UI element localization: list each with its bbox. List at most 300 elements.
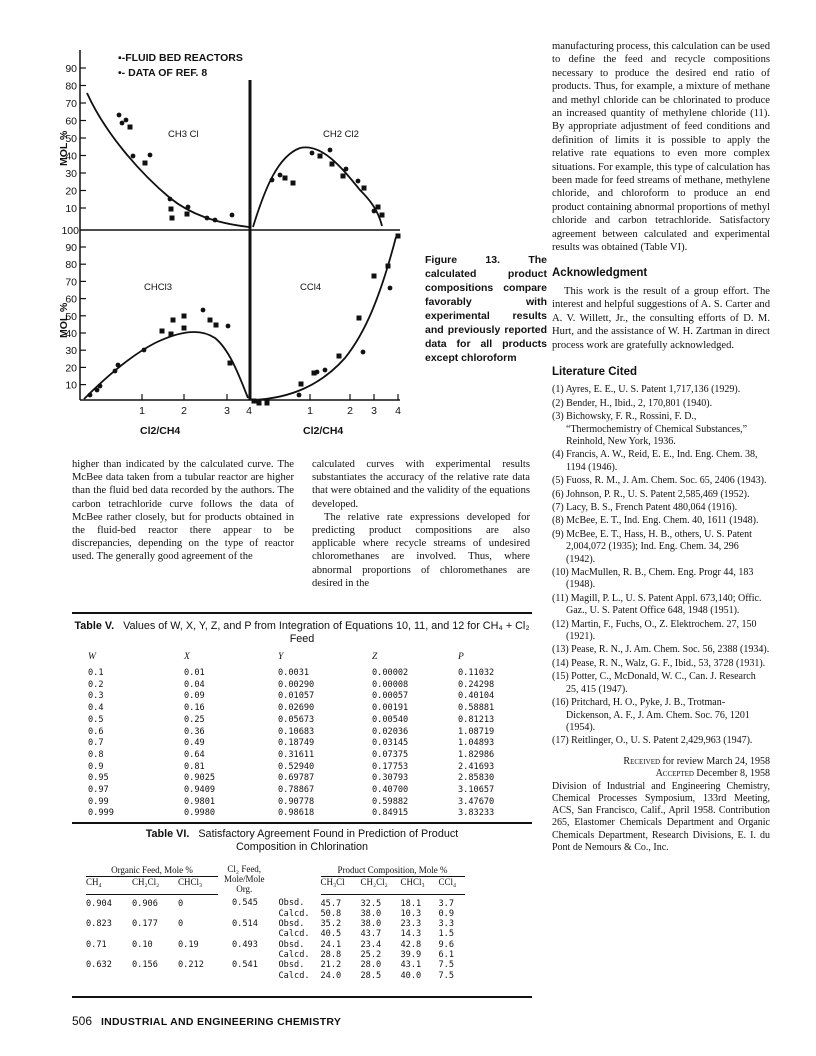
data-point-fluid-bed bbox=[228, 361, 233, 366]
reference-item: (3) Bichowsky, F. R., Rossini, F. D., “Thermochemistry of Chemical Substances,” Reinhold, New York, 1936. bbox=[552, 411, 748, 447]
data-point-ref-8 bbox=[124, 118, 129, 123]
table5-cell: 0.30793 bbox=[372, 773, 409, 784]
table5-cell: 0.4 bbox=[88, 703, 104, 714]
table6-row-kind: Calcd. bbox=[278, 908, 310, 919]
table5-cell: 0.25 bbox=[184, 714, 205, 725]
y-tick-label-bottom: 40 bbox=[65, 328, 77, 340]
x-tick-label: 3 bbox=[224, 405, 230, 417]
table6-spacer bbox=[271, 864, 321, 894]
table-row bbox=[86, 971, 465, 981]
table6-product-cell: 50.8 bbox=[320, 908, 342, 919]
table6-product-cell: 24.0 bbox=[320, 970, 342, 981]
table5-cell: 0.58881 bbox=[458, 703, 495, 714]
table6-product-cell: 28.5 bbox=[360, 970, 382, 981]
reference-list bbox=[552, 384, 770, 747]
x-tick-label: 2 bbox=[181, 405, 187, 417]
table6-product-cell: 24.1 bbox=[320, 939, 342, 950]
table5-cell: 0.78867 bbox=[278, 785, 315, 796]
table5-cell: 0.36 bbox=[184, 726, 205, 737]
table6-product-col-header: CH₂Cl₂ bbox=[361, 876, 401, 894]
reference-item: (12) Martin, F., Fuchs, O., Z. Elektrochem. 27, 150 (1921). bbox=[552, 618, 757, 643]
table6-empty-cell bbox=[178, 950, 218, 960]
table5-cell: 0.00290 bbox=[278, 679, 315, 690]
data-point-fluid-bed bbox=[291, 181, 296, 186]
table6-product-cell: 45.7 bbox=[320, 898, 342, 909]
table5-caption-label: Table V. bbox=[74, 620, 115, 632]
table6-product-cell: 23.3 bbox=[400, 919, 422, 930]
table-row bbox=[86, 894, 465, 909]
table5-caption-text: Values of W, X, Y, Z, and P from Integration of Equations 10, 11, and 12 for CH₄ + Cl₂ Feed bbox=[123, 620, 530, 645]
table5-cell: 0.00002 bbox=[372, 668, 409, 678]
affiliation-note: Division of Industrial and Engineering Chemistry, Chemical Processes Symposium, 133rd Meeting, ACS, San Francisco, Calif., April 1958. Contribution 265, Elastomer Chemicals Department and Organic Chemicals Department, Research Divisions, E. I. du Pont de Nemours & Co., Inc. bbox=[552, 780, 770, 853]
y-axis-label-top: MOL bbox=[60, 142, 70, 166]
table5-cell: 0.40104 bbox=[458, 691, 495, 702]
data-point-fluid-bed bbox=[143, 161, 148, 166]
panel-label-ccl4: CCl4 bbox=[300, 282, 322, 293]
table6-feed-col-header: CHCl₃ bbox=[178, 876, 218, 894]
data-point-fluid-bed bbox=[170, 216, 175, 221]
table5-cell: 0.16 bbox=[184, 703, 205, 714]
y-tick-label-top: 70 bbox=[65, 98, 77, 110]
table6 bbox=[86, 864, 465, 981]
data-point-fluid-bed bbox=[128, 125, 133, 130]
table5-cell: 0.1 bbox=[88, 668, 104, 678]
reference-item: (2) Bender, H., Ibid., 2, 170,801 (1940). bbox=[552, 397, 713, 409]
x-axis-label-right: Cl2/CH4 bbox=[303, 425, 344, 437]
data-point-ref-8 bbox=[310, 151, 315, 156]
table6-product-col-header: CH₃Cl bbox=[321, 876, 361, 894]
table6-feed-cell: 0.10 bbox=[132, 939, 153, 950]
table6-product-cell: 43.1 bbox=[400, 960, 422, 971]
table5-cell: 0.84915 bbox=[372, 808, 409, 819]
table6-cl2-header-line: Mole/Mole bbox=[224, 874, 265, 884]
table5-cell: 0.07375 bbox=[372, 749, 409, 760]
table6-product-cell: 40.0 bbox=[400, 970, 422, 981]
table5-cell: 0.3 bbox=[88, 691, 104, 702]
table5-top-rule bbox=[72, 612, 532, 614]
data-point-ref-8 bbox=[95, 388, 100, 393]
data-point-ref-8 bbox=[168, 197, 173, 202]
table5-cell: 0.99 bbox=[88, 796, 109, 807]
data-point-fluid-bed bbox=[169, 332, 174, 337]
table6-empty-cell bbox=[218, 971, 271, 981]
table6-product-cell: 1.5 bbox=[438, 929, 455, 940]
y-tick-label-bottom: 80 bbox=[65, 259, 77, 272]
y-tick-label-bottom: 10 bbox=[65, 379, 77, 392]
data-point-fluid-bed bbox=[252, 399, 257, 404]
reference-item: (8) McBee, E. T., Ind. Eng. Chem. 40, 1611 (1948). bbox=[552, 515, 759, 527]
panel-label-ch2cl2: CH2 Cl2 bbox=[323, 129, 359, 140]
table6-caption-label: Table VI. bbox=[145, 828, 190, 840]
table6-product-col-header: CCl₄ bbox=[439, 876, 465, 894]
received-label: Received bbox=[623, 755, 661, 767]
data-point-ref-8 bbox=[344, 167, 349, 172]
y-tick-label-top: 90 bbox=[65, 63, 77, 75]
table5-cell: 1.82986 bbox=[458, 749, 495, 760]
y-tick-label-bottom: 30 bbox=[65, 345, 77, 358]
data-point-fluid-bed bbox=[386, 264, 391, 269]
table5-cell: 0.40700 bbox=[372, 785, 409, 796]
table5-cell: 0.05673 bbox=[278, 714, 315, 725]
table6-empty-cell bbox=[86, 971, 132, 981]
reference-item: (14) Pease, R. N., Walz, G. F., Ibid., 53, 3728 (1931). bbox=[552, 657, 766, 669]
y-tick-label-top: 100 bbox=[61, 225, 79, 237]
figure-caption bbox=[425, 253, 547, 365]
table6-row-kind: Calcd. bbox=[278, 970, 310, 981]
body-col2-para-1: calculated curves with experimental results substantiates the accuracy of the relative rate data that were obtained and the validity of the equations developed. bbox=[312, 459, 530, 510]
figure-13 bbox=[60, 38, 420, 448]
table6-caption bbox=[72, 828, 532, 854]
data-point-ref-8 bbox=[131, 154, 136, 159]
data-point-ref-8 bbox=[205, 216, 210, 221]
body-col2-para-2: The relative rate expressions developed for predicting product compositions are also applicable where recycle streams of undesired chloromethanes are involved. Thus, where abnormal proportions of chloromethanes are desired in the bbox=[312, 511, 530, 589]
reference-item: (13) Pease, R. N., J. Am. Chem. Soc. 56, 2388 (1934). bbox=[552, 644, 770, 656]
table5-cell: 0.97 bbox=[88, 785, 109, 796]
data-point-ref-8 bbox=[120, 121, 125, 126]
accepted-date: December 8, 1958 bbox=[696, 768, 770, 780]
right-para-1: manufacturing process, this calculation can be used to define the feed and recycle compositions necessary to produce the desired end ratio of products. Thus, for example, a mixture of methane and methyl chloride can be chlorinated to produce an increased quantity of methylene chloride (11). By appropriate adjustment of feed conditions and definition of limits it is possible to apply the relative rate equations to even more complex situations. For example, this type of calculation has been made for feed streams of methane, methylene chloride, and chloroform to produce an end product containing abnormal proportions of methyl chloride and carbon tetrachloride. Satisfactory agreement between calculated and experimental results was obtained (Table VI). bbox=[552, 41, 771, 254]
table-row bbox=[88, 668, 528, 680]
table5-cell: 0.03145 bbox=[372, 738, 409, 749]
table5-cell: 0.00191 bbox=[372, 703, 409, 714]
table6-product-cell: 43.7 bbox=[360, 929, 382, 940]
table5-cell: 0.18749 bbox=[278, 738, 315, 749]
data-point-fluid-bed bbox=[341, 174, 346, 179]
table-row bbox=[88, 750, 528, 762]
data-point-fluid-bed bbox=[185, 212, 190, 217]
data-point-fluid-bed bbox=[299, 382, 304, 387]
table6-top-rule bbox=[72, 822, 532, 824]
table6-empty-cell bbox=[218, 929, 271, 939]
table5-cell: 0.01 bbox=[184, 668, 205, 678]
table6-product-cell: 23.4 bbox=[360, 939, 382, 950]
table-row bbox=[88, 762, 528, 774]
table6-feed-cell: 0 bbox=[178, 919, 184, 930]
table6-feed-cell: 0.823 bbox=[86, 919, 112, 930]
table6-feed-cell: 0.906 bbox=[132, 898, 158, 909]
table5-cell: 0.95 bbox=[88, 773, 109, 784]
table5-cell: 1.08719 bbox=[458, 726, 495, 737]
table6-product-cell: 35.2 bbox=[320, 919, 342, 930]
table6-caption-line2: Composition in Chlorination bbox=[235, 841, 369, 853]
data-point-ref-8 bbox=[201, 308, 206, 313]
data-point-fluid-bed bbox=[169, 207, 174, 212]
table5-cell: 2.85830 bbox=[458, 773, 495, 784]
table6-row-kind: Obsd. bbox=[278, 939, 305, 950]
y-tick-label-top: 30 bbox=[65, 168, 77, 180]
table6-row-kind: Calcd. bbox=[278, 929, 310, 940]
y-tick-label-top: 60 bbox=[65, 115, 77, 128]
table-row bbox=[88, 773, 528, 785]
data-points bbox=[88, 113, 401, 406]
table6-empty-cell bbox=[178, 929, 218, 939]
reference-item: (10) MacMullen, R. B., Chem. Eng. Progr 44, 183 (1948). bbox=[552, 567, 754, 591]
table5-cell: 3.83233 bbox=[458, 808, 495, 819]
table6-group-header-product: Product Composition, Mole % bbox=[321, 864, 465, 876]
data-point-fluid-bed bbox=[376, 205, 381, 210]
curve-ccl4 bbox=[254, 237, 396, 400]
table5-header-cell: X bbox=[184, 652, 190, 662]
data-point-fluid-bed bbox=[208, 318, 213, 323]
table5-cell: 0.52940 bbox=[278, 761, 315, 772]
table6-empty-cell bbox=[132, 909, 178, 919]
data-point-fluid-bed bbox=[214, 323, 219, 328]
table-row bbox=[88, 715, 528, 727]
table5-cell: 0.24298 bbox=[458, 679, 495, 690]
table5-cell: 0.81 bbox=[184, 761, 205, 772]
table6-product-cell: 18.1 bbox=[400, 898, 422, 909]
reference-item: (16) Pritchard, H. O., Pyke, J. B., Trotman-Dickenson, A. F., J. Am. Chem. Soc. 76, 1201 (1954). bbox=[552, 697, 750, 733]
table5-cell: 0.04 bbox=[184, 679, 205, 690]
table-row bbox=[88, 785, 528, 797]
table5-cell: 0.69787 bbox=[278, 773, 315, 784]
table6-row-kind: Obsd. bbox=[278, 919, 305, 930]
y-tick-label-bottom: 90 bbox=[65, 242, 77, 254]
data-point-fluid-bed bbox=[182, 326, 187, 331]
table5-cell: 0.9980 bbox=[184, 808, 216, 819]
data-point-fluid-bed bbox=[380, 213, 385, 218]
table5-cell: 0.00057 bbox=[372, 691, 409, 702]
table6-feed-col-header: CH₂Cl₂ bbox=[132, 876, 178, 894]
body-col1-text: higher than indicated by the calculated curve. The McBee data taken from a tubular reactor are higher than the fluid bed data recorded by the authors. The carbon tetrachloride curve follows the data of McBee rather closely, but for products obtained in the fluid-bed reactor there appear to be discrepancies, depending on the type of reactor used. The generally good agreement of the bbox=[72, 459, 294, 563]
reference-item: (1) Ayres, E. E., U. S. Patent 1,717,136 (1929). bbox=[552, 384, 741, 396]
table5-cell: 0.81213 bbox=[458, 714, 495, 725]
table6-empty-cell bbox=[132, 971, 178, 981]
table5-cell: 0.0031 bbox=[278, 668, 310, 678]
table5-cell: 0.8 bbox=[88, 749, 104, 760]
table5-header-cell: Y bbox=[278, 652, 284, 662]
reference-item: (5) Fuoss, R. M., J. Am. Chem. Soc. 65, 2406 (1943). bbox=[552, 475, 767, 487]
y-tick-label-top: 20 bbox=[65, 185, 77, 198]
table-row bbox=[86, 909, 465, 919]
page-number: 506 bbox=[72, 1014, 93, 1028]
y-tick-label-bottom: 50 bbox=[65, 310, 77, 323]
table5-cell: 0.02036 bbox=[372, 726, 409, 737]
x-tick-label: 3 bbox=[371, 405, 377, 417]
data-point-fluid-bed bbox=[283, 176, 288, 181]
table5-cell: 3.10657 bbox=[458, 785, 495, 796]
reference-item: (7) Lacy, B. S., French Patent 480,064 (1916). bbox=[552, 502, 738, 513]
data-point-ref-8 bbox=[117, 113, 122, 118]
table5-cell: 0.17753 bbox=[372, 761, 409, 772]
x-tick-label: 1 bbox=[139, 405, 145, 417]
y-tick-label-top: 50 bbox=[65, 133, 77, 145]
table5-cell: 0.59882 bbox=[372, 796, 409, 807]
table-row bbox=[86, 960, 465, 970]
table5-cell: 0.2 bbox=[88, 679, 104, 690]
table5-cell: 0.6 bbox=[88, 726, 104, 737]
table5-cell: 0.9409 bbox=[184, 785, 216, 796]
body-column-2 bbox=[312, 458, 530, 590]
table-row bbox=[86, 919, 465, 929]
data-point-ref-8 bbox=[226, 324, 231, 329]
data-point-ref-8 bbox=[116, 363, 121, 368]
table6-product-cell: 32.5 bbox=[360, 898, 382, 909]
data-point-fluid-bed bbox=[160, 329, 165, 334]
table5-cell: 0.09 bbox=[184, 691, 205, 702]
table-row bbox=[88, 703, 528, 715]
x-tick-label: 2 bbox=[347, 405, 353, 417]
table5-cell: 0.9 bbox=[88, 761, 104, 772]
table6-feed-cell: 0.212 bbox=[178, 960, 204, 971]
accepted-label: Accepted bbox=[655, 768, 694, 780]
table-row bbox=[86, 929, 465, 939]
table6-product-cell: 28.8 bbox=[320, 949, 342, 960]
table6-feed-cell: 0 bbox=[178, 898, 184, 909]
legend-ref-8: •- DATA OF REF. 8 bbox=[118, 67, 208, 79]
table6-product-cell: 10.3 bbox=[400, 908, 422, 919]
reference-item: (9) McBee, E. T., Hass, H. B., others, U. S. Patent 2,004,072 (1935); Ind. Eng. Chem. 34, 296 (1942). bbox=[552, 528, 752, 565]
table6-row-kind: Obsd. bbox=[278, 960, 305, 971]
table6-product-cell: 3.7 bbox=[438, 898, 455, 909]
panel-label-chcl3: CHCl3 bbox=[144, 282, 172, 293]
table6-feed-cell: 0.632 bbox=[86, 960, 112, 971]
table5-caption bbox=[72, 620, 532, 646]
table5-header-cell: Z bbox=[372, 652, 378, 662]
received-date: for review March 24, 1958 bbox=[662, 755, 770, 767]
table6-cl2-cell: 0.541 bbox=[232, 960, 258, 971]
table6-product-cell: 25.2 bbox=[360, 949, 382, 960]
table6-cl2-header bbox=[218, 864, 271, 894]
table6-empty-cell bbox=[86, 950, 132, 960]
data-point-ref-8 bbox=[297, 393, 302, 398]
legend-fluid-bed: ▪-FLUID BED REACTORS bbox=[118, 52, 243, 64]
table5-cell: 0.01057 bbox=[278, 691, 315, 702]
x-tick-label: 4 bbox=[246, 405, 252, 417]
literature-cited-heading: Literature Cited bbox=[552, 365, 637, 378]
table6-product-cell: 14.3 bbox=[400, 929, 422, 940]
table5-header-cell: P bbox=[458, 652, 464, 662]
table6-feed-col-header: CH₄ bbox=[86, 876, 132, 894]
table-row bbox=[86, 950, 465, 960]
data-point-ref-8 bbox=[213, 218, 218, 223]
body-column-1 bbox=[72, 458, 294, 564]
table6-empty-cell bbox=[178, 909, 218, 919]
panel-label-ch3cl: CH3 Cl bbox=[168, 129, 199, 140]
table5-cell: 3.47670 bbox=[458, 796, 495, 807]
data-point-fluid-bed bbox=[265, 401, 270, 406]
table6-empty-cell bbox=[218, 950, 271, 960]
table6-product-cell: 40.5 bbox=[320, 929, 342, 940]
y-tick-label-bottom: 60 bbox=[65, 293, 77, 306]
data-point-fluid-bed bbox=[182, 314, 187, 319]
table5-cell: 0.00540 bbox=[372, 714, 409, 725]
table5-cell: 0.02690 bbox=[278, 703, 315, 714]
table6-product-cell: 0.9 bbox=[438, 908, 455, 919]
figure-caption-text: The calculated product compositions compare favorably with experimental results and previously reported data for all products except chloroform bbox=[425, 254, 547, 364]
table5-cell: 0.49 bbox=[184, 738, 205, 749]
table6-caption-line1: Satisfactory Agreement Found in Prediction of Product bbox=[198, 828, 459, 840]
data-point-fluid-bed bbox=[362, 186, 367, 191]
table6-empty-cell bbox=[86, 909, 132, 919]
table-row bbox=[88, 680, 528, 692]
table6-product-cell: 3.3 bbox=[438, 919, 455, 930]
data-point-fluid-bed bbox=[330, 162, 335, 167]
table6-product-cell: 42.8 bbox=[400, 939, 422, 950]
table6-product-cell: 7.5 bbox=[438, 960, 455, 971]
acknowledgment-heading: Acknowledgment bbox=[552, 266, 648, 279]
table6-feed-cell: 0.19 bbox=[178, 939, 199, 950]
y-axis-label-bottom: MOL bbox=[60, 314, 70, 338]
data-point-ref-8 bbox=[361, 350, 366, 355]
data-point-fluid-bed bbox=[372, 274, 377, 279]
y-tick-label-top: 80 bbox=[65, 80, 77, 93]
table-row bbox=[88, 727, 528, 739]
table6-product-cell: 38.0 bbox=[360, 919, 382, 930]
data-point-ref-8 bbox=[356, 179, 361, 184]
table6-feed-cell: 0.156 bbox=[132, 960, 158, 971]
acknowledgment-text: This work is the result of a group effort. The interest and helpful suggestions of A. S. Carter and A. V. Willett, Jr., the consulting efforts of D. M. Hurt, and the assistance of W. H. Zartman in direct process work are gratefully acknowledged. bbox=[552, 285, 770, 351]
table6-product-cell: 21.2 bbox=[320, 960, 342, 971]
data-point-ref-8 bbox=[88, 393, 93, 398]
table6-empty-cell bbox=[178, 971, 218, 981]
table6-empty-cell bbox=[86, 929, 132, 939]
curve-ch3cl bbox=[87, 93, 249, 227]
table5-cell: 2.41693 bbox=[458, 761, 495, 772]
reference-item: (17) Reitlinger, O., U. S. Patent 2,429,963 (1947). bbox=[552, 735, 753, 747]
table-row bbox=[88, 691, 528, 703]
data-point-ref-8 bbox=[323, 368, 328, 373]
data-point-fluid-bed bbox=[318, 154, 323, 159]
table6-row-kind: Calcd. bbox=[278, 949, 310, 960]
data-point-ref-8 bbox=[186, 205, 191, 210]
table-row bbox=[86, 940, 465, 950]
data-point-ref-8 bbox=[230, 213, 235, 218]
table5-cell: 0.90778 bbox=[278, 796, 315, 807]
table-row bbox=[88, 738, 528, 750]
x-axis-label-left: Cl2/CH4 bbox=[140, 425, 181, 437]
table6-cl2-cell: 0.493 bbox=[232, 939, 258, 950]
table6-feed-cell: 0.177 bbox=[132, 919, 158, 930]
reference-item: (6) Johnson, P. R., U. S. Patent 2,585,469 (1952). bbox=[552, 488, 750, 500]
table6-product-cell: 7.5 bbox=[438, 970, 455, 981]
table5-cell: 0.11032 bbox=[458, 668, 495, 678]
table6-empty-cell bbox=[132, 929, 178, 939]
received-note bbox=[552, 756, 770, 781]
table5-cell: 0.9801 bbox=[184, 796, 216, 807]
table5 bbox=[88, 652, 528, 820]
y-tick-label-bottom: 20 bbox=[65, 362, 77, 375]
page-footer bbox=[72, 1014, 341, 1028]
figure-13-plot bbox=[60, 38, 420, 448]
data-point-ref-8 bbox=[328, 148, 333, 153]
x-tick-label: 4 bbox=[395, 405, 401, 417]
table6-product-col-header: CHCl₃ bbox=[401, 876, 439, 894]
figure-caption-label: Figure 13. bbox=[425, 254, 500, 266]
table5-cell: 0.999 bbox=[88, 808, 114, 819]
data-point-ref-8 bbox=[278, 173, 283, 178]
table6-cl2-cell: 0.545 bbox=[232, 898, 258, 909]
reference-item: (15) Potter, C., McDonald, W. C., Can. J. Research 25, 415 (1947). bbox=[552, 671, 756, 695]
table6-product-cell: 6.1 bbox=[438, 949, 455, 960]
page-bottom-rule bbox=[72, 996, 532, 998]
data-point-ref-8 bbox=[98, 384, 103, 389]
data-point-ref-8 bbox=[113, 369, 118, 374]
table6-feed-cell: 0.904 bbox=[86, 898, 112, 909]
data-point-ref-8 bbox=[315, 370, 320, 375]
right-column bbox=[552, 40, 770, 854]
table6-cl2-header-line: Org. bbox=[236, 884, 253, 894]
table6-product-cell: 9.6 bbox=[438, 939, 455, 950]
table6-row-kind: Obsd. bbox=[278, 898, 305, 909]
table5-cell: 0.98618 bbox=[278, 808, 315, 819]
table6-cl2-cell: 0.514 bbox=[232, 919, 258, 930]
data-point-ref-8 bbox=[148, 153, 153, 158]
data-point-fluid-bed bbox=[357, 316, 362, 321]
reference-item: (4) Francis, A. W., Reid, E. E., Ind. Eng. Chem. 38, 1194 (1946). bbox=[552, 449, 758, 473]
table6-product-cell: 39.9 bbox=[400, 949, 422, 960]
x-tick-label: 1 bbox=[307, 405, 313, 417]
